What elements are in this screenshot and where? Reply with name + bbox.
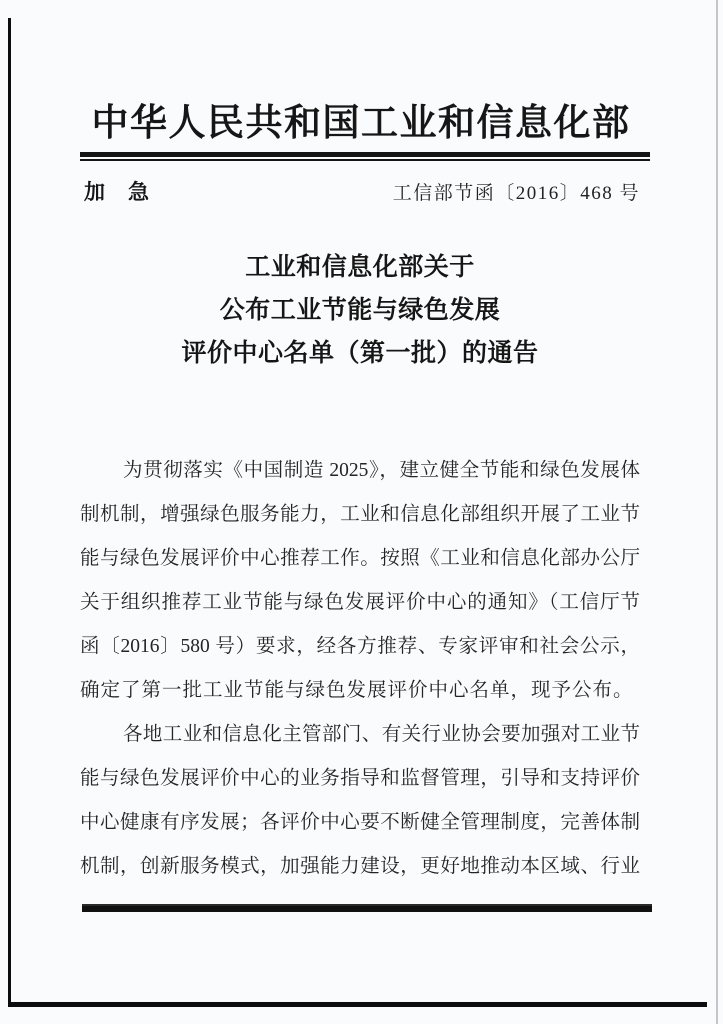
document-title-line-3: 评价中心名单（第一批）的通告: [181, 340, 539, 367]
body-paragraph1-line: 制机制，增强绿色服务能力，工业和信息化部组织开展了工业节: [80, 504, 640, 525]
body-paragraph2-line: 中心健康有序发展；各评价中心要不断健全管理制度，完善体制: [80, 812, 640, 833]
body-paragraph1-line: 为贯彻落实《中国制造 2025》，建立健全节能和绿色发展体: [123, 460, 640, 481]
footer-divider-rule: [82, 904, 652, 912]
ministry-masthead-title: 中华人民共和国工业和信息化部: [91, 103, 631, 144]
document-title-line-2: 公布工业节能与绿色发展: [219, 297, 501, 324]
body-paragraph2-line: 各地工业和信息化主管部门、有关行业协会要加强对工业节: [123, 724, 640, 745]
scan-edge-bottom: [8, 1002, 707, 1007]
body-paragraph1-line: 确定了第一批工业节能与绿色发展评价中心名单，现予公布。: [80, 680, 634, 701]
document-meta-row: [84, 176, 640, 206]
scan-edge-right: [716, 0, 718, 1024]
body-paragraph2-line: 能与绿色发展评价中心的业务指导和监督管理，引导和支持评价: [80, 768, 640, 789]
document-body: [80, 449, 640, 889]
urgency-label: 加 急: [84, 180, 150, 204]
scan-edge-left: [8, 18, 11, 1007]
body-paragraph2-line: 机制，创新服务模式，加强能力建设，更好地推动本区域、行业: [80, 856, 640, 877]
document-title-line-1: 工业和信息化部关于: [245, 254, 475, 281]
body-paragraph1-line: 能与绿色发展评价中心推荐工作。按照《工业和信息化部办公厅: [80, 548, 640, 569]
masthead-divider-rule: [80, 152, 650, 161]
document-number: 工信部节函〔2016〕468 号: [392, 183, 640, 204]
document-title: [80, 246, 640, 375]
body-paragraph1-line: 关于组织推荐工业节能与绿色发展评价中心的通知》（工信厅节: [80, 592, 640, 613]
body-paragraph1-line: 函〔2016〕580 号）要求，经各方推荐、专家评审和社会公示，: [80, 636, 640, 657]
